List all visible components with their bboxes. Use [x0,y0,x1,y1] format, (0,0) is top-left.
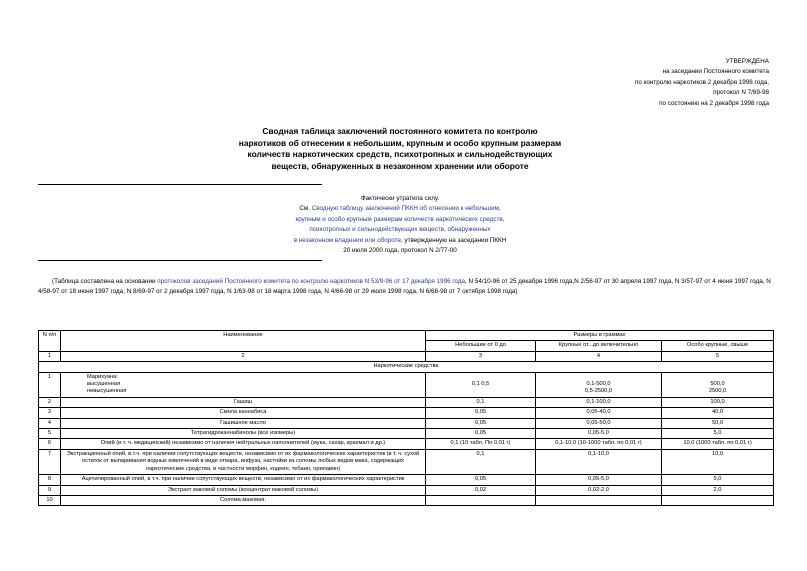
table-row [39,485,774,495]
replacement-table-link[interactable]: в незаконном владении или обороте [293,236,401,244]
row-name: Солома маковая: [61,495,426,505]
approval-line: по состоянию на 2 декабря 1998 года [659,99,769,107]
section-row [39,362,774,372]
row-large: 0,1-10,0 (10-1000 табл. по 0,01 г) [536,439,662,449]
lost-force-notice [200,194,600,256]
row-xlarge: 500,0 2500,0 [662,372,774,397]
header-large: Крупные от...до включительно [536,341,662,351]
header-name: Наименование [61,331,426,352]
row-small: 0,02 [426,485,536,495]
title-line: Сводная таблица заключений постоянного комитета по контролю [262,126,538,136]
divider-top [38,184,322,185]
lost-force-suffix: , утвержденную на заседании ПККН [401,236,507,244]
replacement-table-link[interactable]: крупным и особо крупным размерам количеств наркотических средств, [295,215,505,223]
approval-stamp [635,57,769,109]
document-title [190,126,610,172]
table-row [39,495,774,505]
row-large: 0,05-5,0 [536,475,662,485]
row-large: 0,1-500,0 0,5-2500,0 [536,372,662,397]
sizes-table [38,330,774,506]
row-name: Смола каннабиса [61,408,426,418]
row-large: 0,05-50,0 [536,418,662,428]
table-row [39,449,774,474]
title-line: веществ, обнаруженных в незаконном хранении или обороте [271,160,529,171]
lost-force-line: 20 июля 2000 года, протокол N 2/77-00 [343,247,457,255]
protocols-link[interactable]: протоколов заседаний Постоянного комитета по контролю наркотиков N 53/9-96 от 17 декабря 1996 года [157,278,466,285]
index-cell: 1 [39,351,61,361]
row-num: 2 [39,397,61,407]
row-num: 4 [39,418,61,428]
row-large: 0,1-10,0 [536,449,662,474]
row-xlarge: 5,0 [662,429,774,439]
index-cell: 3 [426,351,536,361]
table-row [39,439,774,449]
row-xlarge: 5,0 [662,475,774,485]
row-xlarge [662,495,774,505]
row-xlarge: 50,0 [662,418,774,428]
row-num: 1 [39,372,61,397]
row-name: Тетрагидроканнабинолы (все изомеры) [61,429,426,439]
row-name: Гашишное масло [61,418,426,428]
row-small: 0,1 [426,397,536,407]
row-small: 0,05 [426,418,536,428]
table-header-row [39,331,774,341]
row-name: Марихуана: высушенная невысушенная [61,372,426,397]
row-num: 10 [39,495,61,505]
row-num: 5 [39,429,61,439]
row-small: 0,1 [426,449,536,474]
note-prefix: (Таблица составлена на основании [52,278,158,285]
row-num: 7 [39,449,61,474]
row-large: 0,1-100,0 [536,397,662,407]
table-row [39,418,774,428]
row-xlarge: 10,0 (1000 табл. по 0,01 г) [662,439,774,449]
index-cell: 5 [662,351,774,361]
title-line: наркотиков об отнесении к небольшим, крупным и особо крупным размерам [238,137,562,148]
header-sizes: Размеры в граммах [426,331,774,341]
table-row [39,429,774,439]
replacement-table-link[interactable]: психотропных и сильнодействующих веществ, обнаруженных [309,226,491,234]
row-xlarge: 40,0 [662,408,774,418]
table-index-row [39,351,774,361]
header-xlarge: Особо крупные, свыше [662,341,774,351]
section-title: Наркотические средства [39,362,774,372]
row-xlarge: 100,0 [662,397,774,407]
row-small [426,495,536,505]
row-xlarge: 10,0 [662,449,774,474]
title-line: количеств наркотических средств, психотропных и сильнодействующих [247,149,553,160]
row-large [536,495,662,505]
replacement-table-link[interactable]: Сводную таблицу заключений ПККН об отнесении к небольшим, [311,205,501,213]
row-small: 0,1 0,5 [426,372,536,397]
header-num: N п/п [39,331,61,352]
row-xlarge: 2,0 [662,485,774,495]
divider-bottom [38,260,322,261]
table-row [39,475,774,485]
approval-line: УТВЕРЖДЕНА [725,58,769,65]
row-name: Ацетилированный опий, в т.ч. при наличии сопутствующих веществ, независимо от их фармакологических характеристик [61,475,426,485]
row-large: 0,05-5,0 [536,429,662,439]
row-small: 0,05 [426,475,536,485]
note-suffix: , N 54/10-96 от 25 декабря 1996 года,N 2/56-97 от 30 апреля 1997 года, N 3/57-97 от 4 июня 1997 года, N 4/58-97 от 18 июня 1997 года, N 8/69-97 от 2 декабря 1997 года, N 1/63-98 от 18 марта 1998 года, N 4/66-98 от 29 июля 1998 года, N 6/68-98 от 7 октября 1998 года) [38,278,771,296]
approval-line: по контролю наркотиков 2 декабря 1998 года, [634,78,769,86]
row-small: 0,05 [426,429,536,439]
lost-force-line: Фактически утратила силу. [360,195,440,202]
row-small: 0,1 (10 табл. По 0,01 г) [426,439,536,449]
source-note [38,277,773,298]
row-large: 0,05-40,0 [536,408,662,418]
row-name: Экстракт маковой соломы (концентрат маковой соломы) [61,485,426,495]
table-row [39,397,774,407]
approval-line: на заседании Постоянного комитета [662,68,769,76]
approval-line: протокол N 7/69-98 [713,89,769,97]
row-num: 8 [39,475,61,485]
index-cell: 4 [536,351,662,361]
row-large: 0,02-2,0 [536,485,662,495]
row-name: Гашиш [61,397,426,407]
row-num: 9 [39,485,61,495]
row-name: Экстракционный опий, в.т.ч. при наличии сопутствующих веществ, независимо от их фармакологических характеристик (в т. ч. сухой остаток от выпаривания водных извлечений в виде отвара, инфуза, настойки из соломы любых видов мака, содержащих наркотические средства, в частности морфин, кодеин, тебаин, орипавин) [61,449,426,474]
row-num: 3 [39,408,61,418]
lost-force-prefix: См. [299,205,312,213]
row-small: 0,05 [426,408,536,418]
table-row [39,408,774,418]
table-row [39,372,774,397]
row-name: Опий (в т. ч. медицинский) независимо от наличия нейтральных наполнителей (мука, сахар, крахмал и др.) [61,439,426,449]
index-cell: 2 [61,351,426,361]
header-small: Небольшие от 0 до [426,341,536,351]
row-num: 6 [39,439,61,449]
